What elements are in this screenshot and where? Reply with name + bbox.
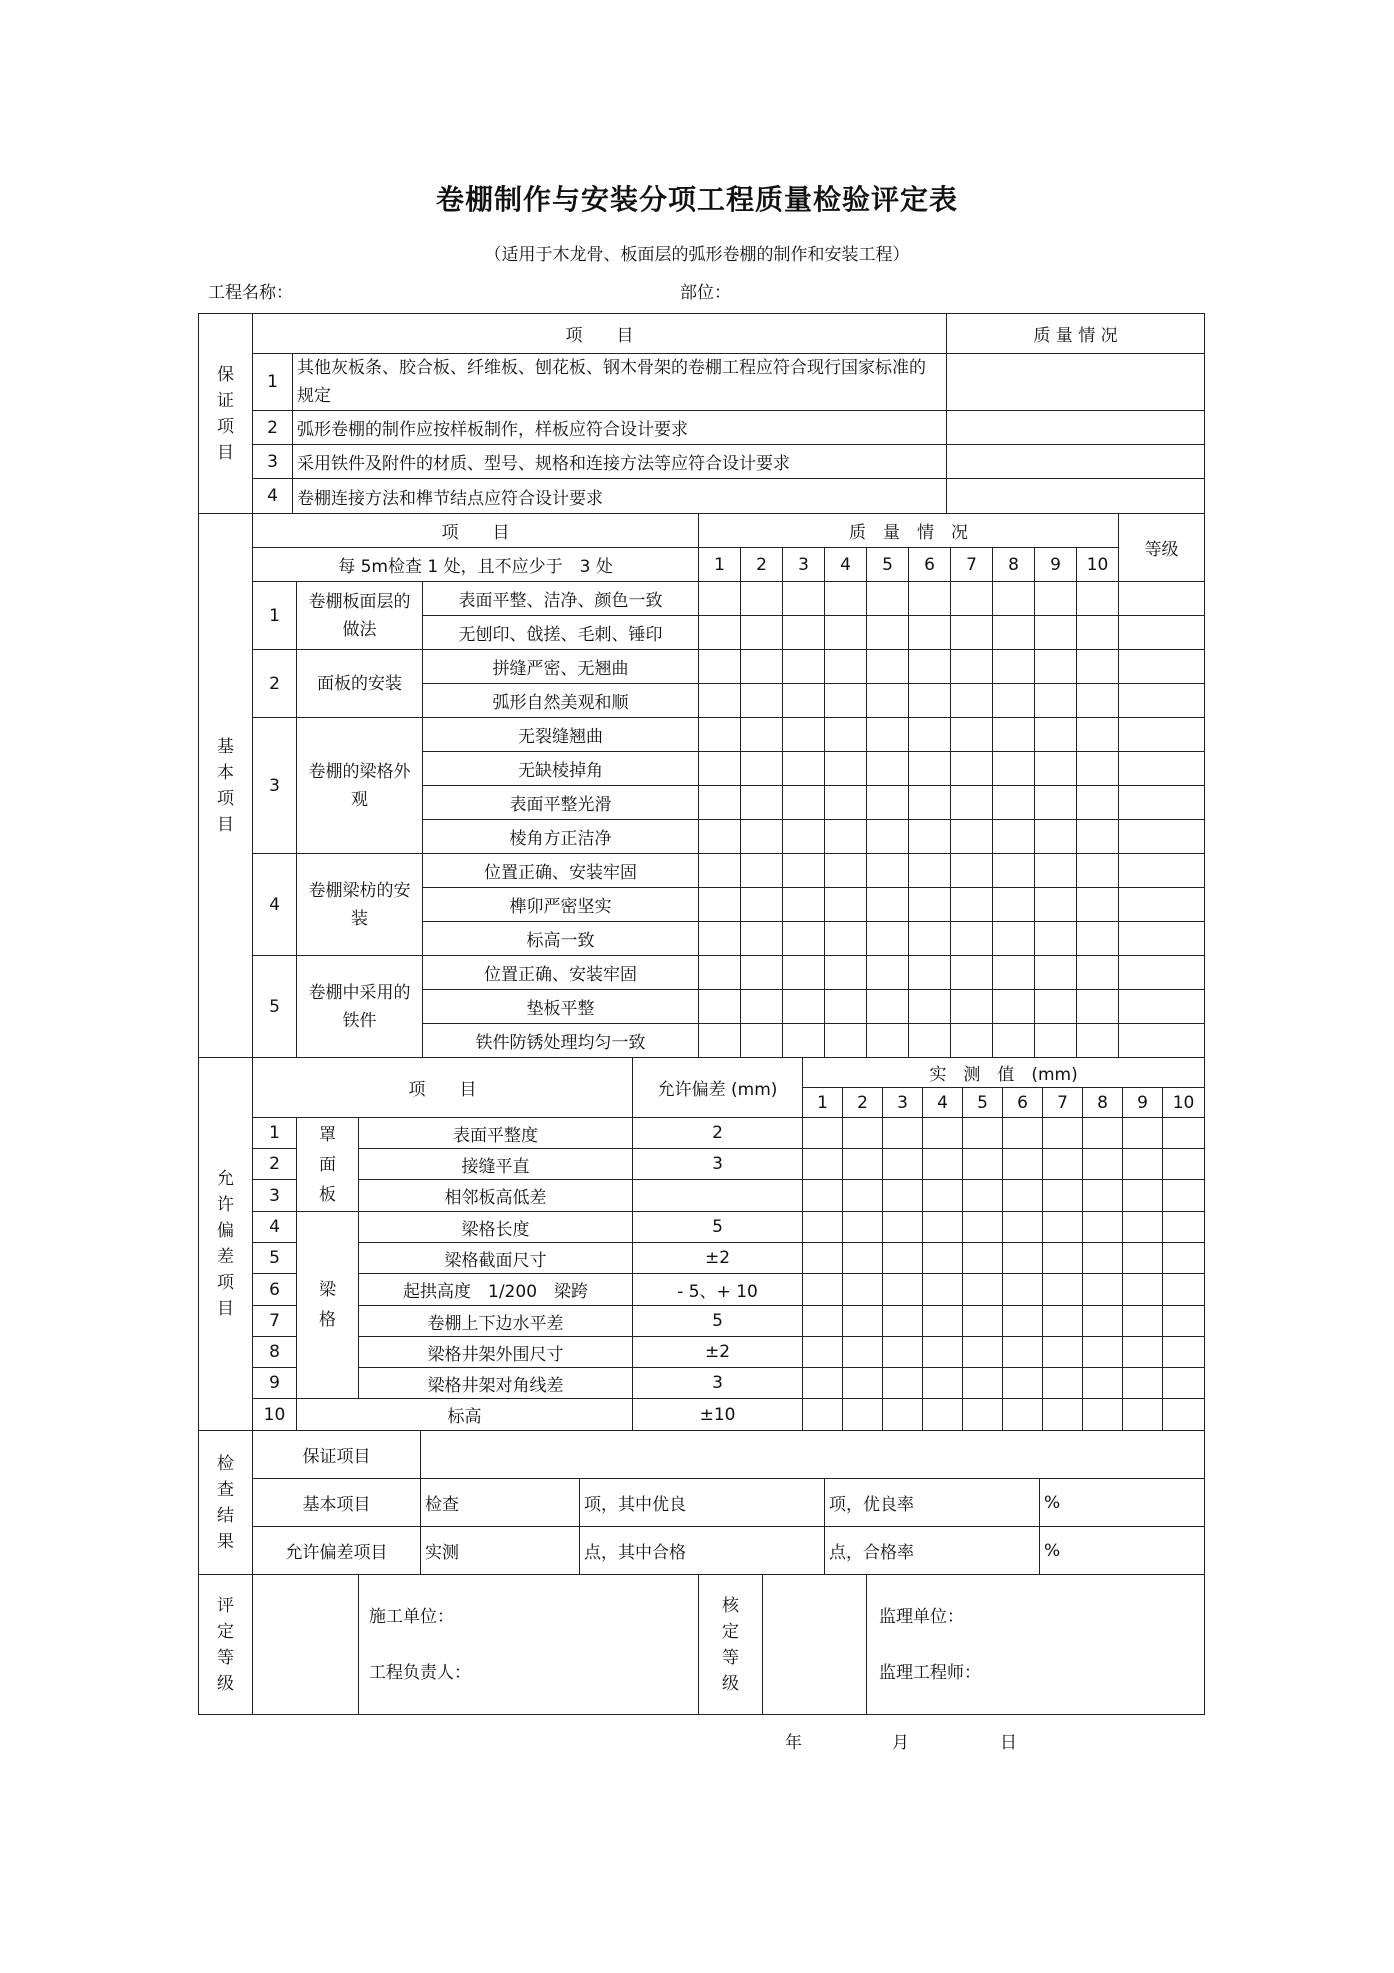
table-row: 无刨印、戗搓、毛刺、锤印 [199,616,1205,650]
quality-cell[interactable] [947,354,1205,411]
deviation-header-measured: 实 测 值 (mm) [803,1058,1205,1088]
guarantee-side-label: 保 证 项 目 [199,314,253,514]
supervision-unit-label: 监理单位： [879,1606,964,1627]
results-side-label: 检 查 结 果 [199,1431,253,1575]
table-row: 9 梁格井架对角线差 3 [199,1368,1205,1399]
verify-grade-label: 核 定 等 级 [699,1575,763,1715]
result-guarantee-label: 保证项目 [253,1431,421,1479]
supervision-engineer-label: 监理工程师： [879,1662,981,1683]
verify-grade-cell[interactable] [763,1575,867,1715]
table-row: 2 面板的安装 拼缝严密、无翘曲 [199,650,1205,684]
quality-cell[interactable] [947,445,1205,479]
table-row: 无缺棱掉角 [199,752,1205,786]
result-basic-label: 基本项目 [253,1479,421,1527]
page-subtitle: （适用于木龙骨、板面层的弧形卷棚的制作和安装工程） [484,245,910,265]
result-guarantee-value[interactable] [421,1431,1205,1479]
rating-section [198,1574,1205,1715]
date-day: 日 [1000,1733,1017,1753]
result-deviation-label: 允许偏差项目 [253,1527,421,1575]
quality-cell[interactable] [947,479,1205,514]
basic-header-item: 项 目 [253,514,699,548]
project-name-label: 工程名称： [208,283,293,303]
guarantee-item-text: 弧形卷棚的制作应按样板制作，样板应符合设计要求 [293,411,947,445]
project-manager-label: 工程负责人： [369,1662,471,1683]
table-row: 表面平整光滑 [199,786,1205,820]
table-row: 7 卷棚上下边水平差 5 [199,1306,1205,1337]
deviation-header-item: 项 目 [253,1058,633,1118]
rating-side-label: 评 定 等 级 [199,1575,253,1715]
basic-header-quality: 质 量 情 况 [699,514,1119,548]
table-row: 5 卷棚中采用的铁件 位置正确、安装牢固 [199,956,1205,990]
results-section: 检 查 结 果 保证项目 基本项目 检查 项，其中优良 项，优良率 % 允许偏差项目 实测 点，其中合格 点，合格率 % [198,1430,1205,1575]
basic-section: 基 本 项 目 项 目 质 量 情 况 等级 每 5m检查 1 处，且不应少于 3 处 1 2 3 4 5 6 7 8 9 10 1 卷棚板面层的做法 表面平整、洁净、颜色一致 无刨印、戗搓、毛刺、锤印 2 面板的安装 拼缝严密、无翘曲 弧形自然美观和顺 3 卷棚的梁格外观 无裂缝翘曲 无缺棱掉角 表面平整光滑 棱角方正洁净 4 卷棚梁枋的安装 位置正确、安装牢固 榫卯严密坚实 标高一致 5 卷棚中采用的铁件 位置正确、安装牢固 垫板平整 铁件防锈处理均匀一致 [198,513,1205,1058]
construction-unit-label: 施工单位： [369,1606,454,1627]
basic-side-label: 基 本 项 目 [199,514,253,1058]
inspection-form [198,313,1204,1715]
guarantee-section [198,313,1205,514]
page-title: 卷棚制作与安装分项工程质量检验评定表 [435,183,958,216]
guarantee-item-text: 其他灰板条、胶合板、纤维板、刨花板、钢木骨架的卷棚工程应符合现行国家标准的规定 [293,354,947,411]
table-row: 4 卷棚连接方法和榫节结点应符合设计要求 [199,479,1205,514]
table-row: 5 梁格截面尺寸 ±2 [199,1243,1205,1274]
table-row: 棱角方正洁净 [199,820,1205,854]
basic-group-name: 面板的安装 [297,650,423,718]
table-row: 2 接缝平直 3 [199,1149,1205,1180]
table-row: 榫卯严密坚实 [199,888,1205,922]
table-row: 2 弧形卷棚的制作应按样板制作，样板应符合设计要求 [199,411,1205,445]
basic-group-name: 卷棚板面层的做法 [297,582,423,650]
guarantee-item-text: 采用铁件及附件的材质、型号、规格和连接方法等应符合设计要求 [293,445,947,479]
table-row: 3 采用铁件及附件的材质、型号、规格和连接方法等应符合设计要求 [199,445,1205,479]
table-row: 1 其他灰板条、胶合板、纤维板、刨花板、钢木骨架的卷棚工程应符合现行国家标准的规定 [199,354,1205,411]
table-row: 4 梁 格 梁格长度 5 [199,1212,1205,1243]
table-row: 8 梁格井架外围尺寸 ±2 [199,1337,1205,1368]
table-row: 1 罩 面 板 表面平整度 2 [199,1118,1205,1149]
basic-group-name: 卷棚的梁格外观 [297,718,423,854]
basic-group-name: 卷棚中采用的铁件 [297,956,423,1058]
basic-header-grade: 等级 [1119,514,1205,582]
table-row: 标高一致 [199,922,1205,956]
table-row: 10 标高 ±10 [199,1399,1205,1431]
table-row: 4 卷棚梁枋的安装 位置正确、安装牢固 [199,854,1205,888]
deviation-section: 允 许 偏 差 项 目 项 目 允许偏差 (mm) 实 测 值 (mm) 1 2 3 4 5 6 7 8 9 10 1 罩 面 板 表面平整度 2 2 接缝平直 3 3 相邻板高低差 4 梁 格 梁格长度 5 5 梁格截面尺寸 ±2 6 起拱高度 1/200 梁跨 - 5、+ 10 7 卷棚上下边水平差 5 8 梁格井架外围尺寸 ±2 9 梁格井架对角线差 3 10 标高 ±10 [198,1057,1205,1431]
table-row: 垫板平整 [199,990,1205,1024]
guarantee-header-quality: 质 量 情 况 [947,314,1205,354]
beam-grid-group-label: 梁 格 [297,1212,359,1399]
cover-board-group-label: 罩 面 板 [297,1118,359,1212]
deviation-side-label: 允 许 偏 差 项 目 [199,1058,253,1431]
date-month: 月 [892,1733,909,1753]
date-year: 年 [785,1733,802,1753]
guarantee-item-text: 卷棚连接方法和榫节结点应符合设计要求 [293,479,947,514]
rating-grade-cell[interactable] [253,1575,359,1715]
table-row: 铁件防锈处理均匀一致 [199,1024,1205,1058]
table-row: 3 相邻板高低差 [199,1180,1205,1212]
table-row: 弧形自然美观和顺 [199,684,1205,718]
deviation-header-tolerance: 允许偏差 (mm) [633,1058,803,1118]
quality-cell[interactable] [947,411,1205,445]
basic-check-rule: 每 5m检查 1 处，且不应少于 3 处 [253,548,699,582]
location-label: 部位： [680,283,731,303]
table-row: 6 起拱高度 1/200 梁跨 - 5、+ 10 [199,1274,1205,1306]
table-row: 1 卷棚板面层的做法 表面平整、洁净、颜色一致 [199,582,1205,616]
basic-group-name: 卷棚梁枋的安装 [297,854,423,956]
guarantee-header-item: 项 目 [253,314,947,354]
table-row: 3 卷棚的梁格外观 无裂缝翘曲 [199,718,1205,752]
